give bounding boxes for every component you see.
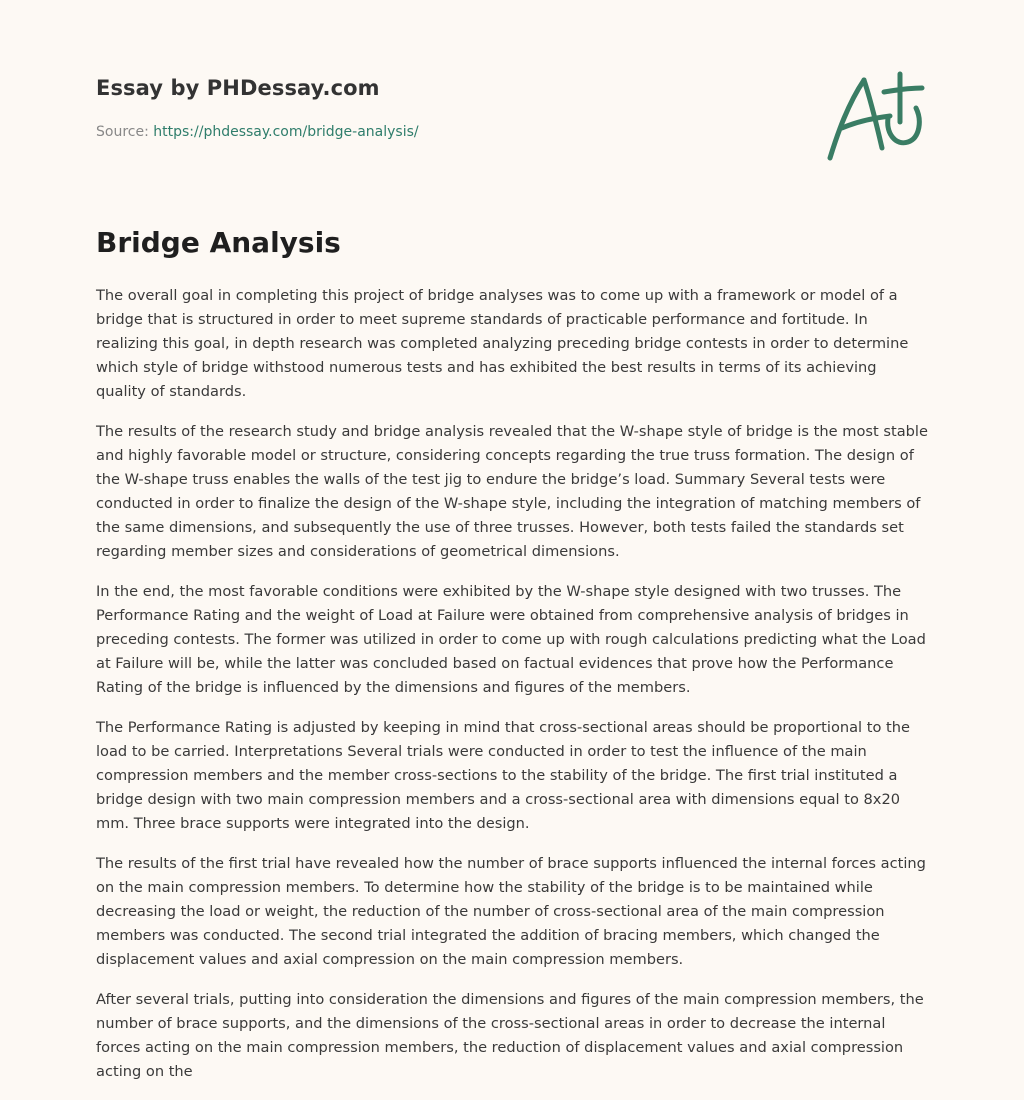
essay-paragraph: After several trials, putting into consideration the dimensions and figures of the main compression members, the number of brace supports, and the dimensions of the cross-sectional areas in order to decrease the internal forces acting on the main compression members, the reduction of displacement values and axial compression acting on the bbox=[96, 991, 924, 1080]
a-plus-logo bbox=[824, 68, 928, 164]
essay-paragraph: The overall goal in completing this project of bridge analyses was to come up with a framework or model of a bridge that is structured in order to meet supreme standards of practicable performance and fortitude. In realizing this goal, in depth research was completed analyzing preceding bridge contests in order to determine which style of bridge withstood numerous tests and has exhibited the best results in terms of its achieving quality of standards. bbox=[96, 287, 909, 400]
source-line bbox=[96, 124, 419, 140]
essay-paragraph: The Performance Rating is adjusted by keeping in mind that cross-sectional areas should be proportional to the load to be carried. Interpretations Several trials were conducted in order to test the influence of the main compression members and the member cross-sections to the stability of the bridge. The first trial instituted a bridge design with two main compression members and a cross-sectional area with dimensions equal to 8x20 mm. Three brace supports were integrated into the design. bbox=[96, 719, 910, 832]
essay-paragraph: In the end, the most favorable conditions were exhibited by the W-shape style designed with two trusses. The Performance Rating and the weight of Load at Failure were obtained from comprehensive analysis of bridges in preceding contests. The former was utilized in order to come up with rough calculations predicting what the Load at Failure will be, while the latter was concluded based on factual evidences that prove how the Performance Rating of the bridge is influenced by the dimensions and figures of the members. bbox=[96, 583, 926, 696]
source-link[interactable]: https://phdessay.com/bridge-analysis/ bbox=[153, 124, 419, 140]
essay-title: Bridge Analysis bbox=[96, 226, 341, 259]
essay-body bbox=[96, 284, 928, 1100]
site-title: Essay by PHDessay.com bbox=[96, 76, 380, 100]
source-label: Source: bbox=[96, 124, 149, 140]
essay-paragraph: The results of the research study and bridge analysis revealed that the W-shape style of bridge is the most stable and highly favorable model or structure, considering concepts regarding the true truss formation. The design of the W-shape truss enables the walls of the test jig to endure the bridge’s load. Summary Several tests were conducted in order to finalize the design of the W-shape style, including the integration of matching members of the same dimensions, and subsequently the use of three trusses. However, both tests failed the standards set regarding member sizes and considerations of geometrical dimensions. bbox=[96, 423, 928, 560]
essay-paragraph: The results of the first trial have revealed how the number of brace supports influenced the internal forces acting on the main compression members. To determine how the stability of the bridge is to be maintained while decreasing the load or weight, the reduction of the number of cross-sectional area of the main compression members was conducted. The second trial integrated the addition of bracing members, which changed the displacement values and axial compression on the main compression members. bbox=[96, 855, 926, 968]
